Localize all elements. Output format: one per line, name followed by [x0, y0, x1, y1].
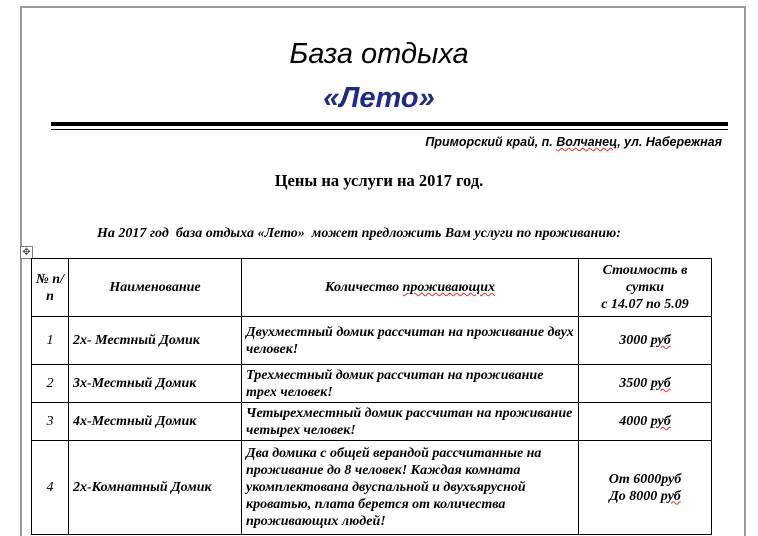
- row-price-unit: руб: [660, 488, 681, 504]
- address-prefix: Приморский край, п.: [425, 135, 557, 149]
- price-table: [31, 258, 712, 535]
- row-name: 4х-Местный Домик: [69, 403, 242, 441]
- address-line: [425, 135, 722, 149]
- prices-heading: Цены на услуги на 2017 год.: [274, 171, 484, 190]
- row-name: 3х-Местный Домик: [69, 365, 242, 403]
- row-desc: Двухместный домик рассчитан на проживание двух человек!: [242, 317, 579, 365]
- header-name: Наименование: [69, 259, 242, 317]
- row-num: 3: [32, 403, 69, 441]
- table-header-row: [32, 259, 712, 317]
- row-price: [579, 365, 712, 403]
- header-occupancy: [242, 259, 579, 317]
- row-price: [579, 403, 712, 441]
- move-arrows-icon[interactable]: ✥: [20, 246, 33, 259]
- table-row: [32, 441, 712, 535]
- row-price-unit: руб: [650, 376, 671, 391]
- row-price-unit: руб: [650, 333, 671, 348]
- row-desc: Трехместный домик рассчитан на проживание трех человек!: [242, 365, 579, 403]
- row-price-value: 4000: [619, 414, 651, 429]
- header-cost-line1: Стоимость в сутки: [602, 263, 688, 295]
- row-name: 2х-Комнатный Домик: [69, 441, 242, 535]
- resort-name: «Лето»: [323, 82, 435, 114]
- row-num: 1: [32, 317, 69, 365]
- row-num: 2: [32, 365, 69, 403]
- table-row: [32, 403, 712, 441]
- header-rule-thick: [51, 122, 728, 126]
- header-occupancy-word: проживающих: [402, 280, 496, 295]
- row-price-value: 3500: [619, 376, 651, 391]
- header-rule-thin: [51, 129, 728, 130]
- row-price-to-value: До 8000: [609, 488, 661, 504]
- row-price-value: 3000: [619, 333, 651, 348]
- row-price: [579, 441, 712, 535]
- row-num: 4: [32, 441, 69, 535]
- page-top-edge: [20, 6, 746, 8]
- document-title: База отдыха: [289, 38, 469, 70]
- table-row: [32, 365, 712, 403]
- table-row: [32, 317, 712, 365]
- header-cost-line2: с 14.07 по 5.09: [601, 297, 689, 312]
- row-desc: Четырехместный домик рассчитан на проживание четырех человек!: [242, 403, 579, 441]
- row-desc: Два домика с общей верандой рассчитанные на проживание до 8 человек! Каждая комната укомплектована двуспальной и двухъярусной кроватью, плата берется от количества проживающих людей!: [242, 441, 579, 535]
- header-num: № п/п: [32, 259, 69, 317]
- address-village: Волчанец: [556, 135, 618, 149]
- row-price-from: От 6000руб: [608, 471, 682, 487]
- intro-paragraph: На 2017 год база отдыха «Лето» может предложить Вам услуги по проживанию:: [97, 226, 621, 241]
- row-price-to: [583, 488, 707, 505]
- header-occupancy-prefix: Количество: [324, 280, 403, 295]
- row-price: [579, 317, 712, 365]
- row-name: 2х- Местный Домик: [69, 317, 242, 365]
- address-suffix: , ул. Набережная: [617, 135, 722, 149]
- row-price-unit: руб: [650, 414, 671, 429]
- header-cost: [579, 259, 712, 317]
